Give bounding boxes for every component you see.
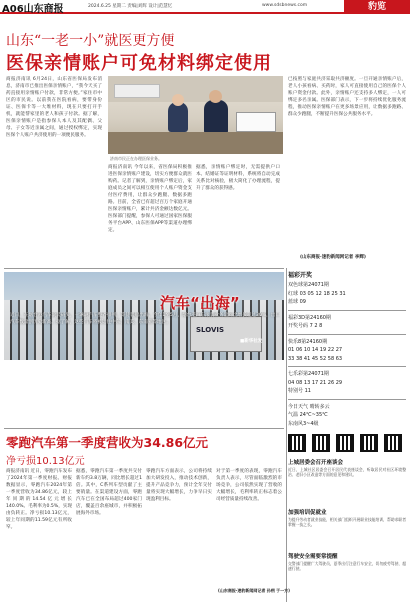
- sidebar-divider: [288, 366, 406, 367]
- qr-code-icon[interactable]: [336, 434, 354, 452]
- sidebar-line: 01 06 10 14 19 22 27: [288, 347, 343, 353]
- story1-photo: [108, 76, 283, 154]
- divider: [4, 428, 284, 429]
- sidebar-line: 开奖号码 7 2 8: [288, 323, 323, 329]
- story3-column-3: 零跑汽车方面表示，公司将持续加大研发投入，推动技术创新，提升产品竞争力，预计全年交付量将实现大幅增长，力争早日实现盈利目标。: [146, 469, 212, 502]
- sidebar-title: 福彩开奖: [288, 272, 313, 279]
- masthead-meta: 2024.6.25 星期二 责编|刘辉 设计|范慧忆: [88, 4, 173, 9]
- story1-column-2: 商报济南讯 今年以来，省医保局积极推进医保亲情账户建设，切实方便群众就医购药。记者了解到，亲情账户绑定后，家庭成员之间可以相互使用个人账户资金支付医疗费用，让群众少跑腿、数据多跑路。目前，全省已有超过百万个家庭开通医保亲情账户，累计共济金额达数亿元。医保部门提醒，参保人可通过国家医保服务平台APP、山东医保APP等渠道办理绑定。: [108, 165, 192, 233]
- sidebar-line: 气温 24℃~35℃: [288, 412, 328, 418]
- brief-title: 加强培训促就业: [288, 510, 327, 516]
- story1-column-1: 商报济南讯 6月24日，山东省医保局发布消息，济南市已推出医保亲情账户，“我今天买了药直接用亲情账户付款，非常方便。”家住市中区的市民说。以前我在医院看病，要带身份证、医保卡等一大堆材料，现在只要打开手机，就能帮家里的老人和孩子付款。据了解，医保亲情账户是指参保人本人及其配偶、父母、子女等近亲属之间，通过授权绑定，实现医保个人账户共济使用的一项便民服务。: [6, 77, 102, 138]
- brief-text: 交警部门提醒广大驾驶员，夏季出行注意行车安全，切勿疲劳驾驶、超速行驶。: [288, 561, 406, 572]
- sidebar-divider: [288, 334, 406, 335]
- qr-code-icon[interactable]: [288, 434, 306, 452]
- sidebar-divider: [288, 310, 406, 311]
- sidebar-line: 福彩3D第24160期: [288, 314, 331, 321]
- divider: [4, 268, 284, 269]
- brief-item: [288, 458, 406, 502]
- story3-subhead: 净亏损10.13亿元: [6, 456, 85, 467]
- column-divider: [286, 268, 287, 602]
- story2-headline: 汽车“出海”: [160, 294, 240, 312]
- masthead: [0, 0, 410, 14]
- section-logo: 豹览: [344, 0, 410, 14]
- lottery-sidebar: [288, 270, 406, 432]
- qr-code-icon[interactable]: [360, 434, 378, 452]
- sidebar-line: 七乐彩第24071期: [288, 371, 329, 377]
- page-label: A06山东商报: [2, 4, 64, 15]
- story3-headline: 零跑汽车第一季度营收为34.86亿元: [6, 435, 209, 450]
- sidebar-line: 红球 03 05 12 18 25 31: [288, 290, 346, 297]
- story3-column-2: 据悉，零跑汽车第一季度共交付新车约3.8万辆，同比增长超过1倍。其中，C系列车型贡献了主要销量。在渠道建设方面，零跑汽车已在全国布局超过400家门店，覆盖百余座城市，并积极拓展海外市场。: [76, 469, 142, 516]
- story3-column-4: 对于第一季度的表现，零跑汽车负责人表示，尽管面临激烈的市场竞争，公司依然实现了营收的大幅增长，毛利率转正标志着公司经营质量持续改善。: [216, 469, 282, 502]
- site-url[interactable]: www.sdsbnews.com: [262, 3, 308, 8]
- sidebar-line: 今日天气 晴转多云: [288, 403, 330, 410]
- story1-byline: (山东商报·速豹新闻网记者 李辉): [300, 255, 366, 260]
- story1-column-3: 据悉，亲情账户绑定时，无需提供户口本、结婚证等证明材料，系统将自动完成关系比对核验，极大简化了办理流程，提升了群众的获得感。: [196, 165, 280, 191]
- brief-item: [288, 508, 406, 548]
- story1-kicker: 山东“一老一小”就医更方便: [6, 33, 175, 49]
- sidebar-line: 东南风3~4级: [288, 420, 319, 427]
- sidebar-line: 04 08 13 17 21 26 29: [288, 379, 343, 386]
- story2-body: 近日，在烟台港汽车滚装码头，一辆辆汽车整齐排列，等待装船出海。今年1至5月，烟台港汽车滚装业务量同比增长超过30%，出口汽车数量创历史新高。据了解，这些汽车将被运往中东、南美、东南亚等地区。: [10, 313, 280, 325]
- brief-text: 为提升劳动者就业技能，相关部门组织开展职业技能培训，帮助求职者掌握一技之长。: [288, 517, 406, 528]
- brief-item: [288, 552, 406, 598]
- story2-byline: ■新华社发: [240, 339, 263, 344]
- brief-title: 上城居委会召开座谈会: [288, 460, 344, 466]
- sidebar-line: 快乐8第24160期: [288, 338, 328, 345]
- sidebar-divider: [288, 399, 406, 400]
- qr-code-icon[interactable]: [312, 434, 330, 452]
- sidebar-line: 33 38 41 45 52 58 63: [288, 355, 343, 362]
- story3-column-1: 商报济南讯 近日，零跑汽车发布了2024年第一季度财报。财报数据显示，零跑汽车2024年第一季度营收为34.86亿元，较上年同期的14.54亿元增长140.0%。毛利率为0.5%，实现由负转正。净亏损10.13亿元，较上年同期的11.59亿元有所收窄。: [6, 469, 72, 530]
- story3-byline: (山东商报·速豹新闻网记者 孙朔 于一方): [218, 588, 290, 593]
- story1-column-4: 已按照与家庭共济采取共济额度。一旦开通亲情账户后，老人小孩看病、买药时，家人可直接使用自己的医保个人账户资金付款。此外，亲情账户还支持多人绑定，一人可绑定多名亲属。医保部门表示，下一步将持续优化服务流程，推动医保亲情账户在更多场景应用，让数据多跑路、群众少跑腿，不断提升医保公共服务水平。: [288, 77, 406, 117]
- qr-code-row: [288, 434, 406, 454]
- story1-headline: 医保亲情账户可免材料绑定使用: [6, 53, 272, 74]
- sidebar-line: 蓝球 09: [288, 299, 306, 305]
- sidebar-line: 特别号 11: [288, 388, 311, 394]
- ship-name-icon: SLOVIS: [196, 326, 225, 334]
- qr-code-icon[interactable]: [384, 434, 402, 452]
- sidebar-line: 双色球第24071期: [288, 282, 329, 288]
- brief-text: 近日，上城社区居委会召开居民代表座谈会，听取居民对社区环境整治、老旧小区改造等方面的意见和建议。: [288, 467, 406, 478]
- brief-title: 驾驶安全需要常提醒: [288, 554, 338, 560]
- story1-photo-caption: 济南市民正在办理医保业务。: [110, 156, 162, 161]
